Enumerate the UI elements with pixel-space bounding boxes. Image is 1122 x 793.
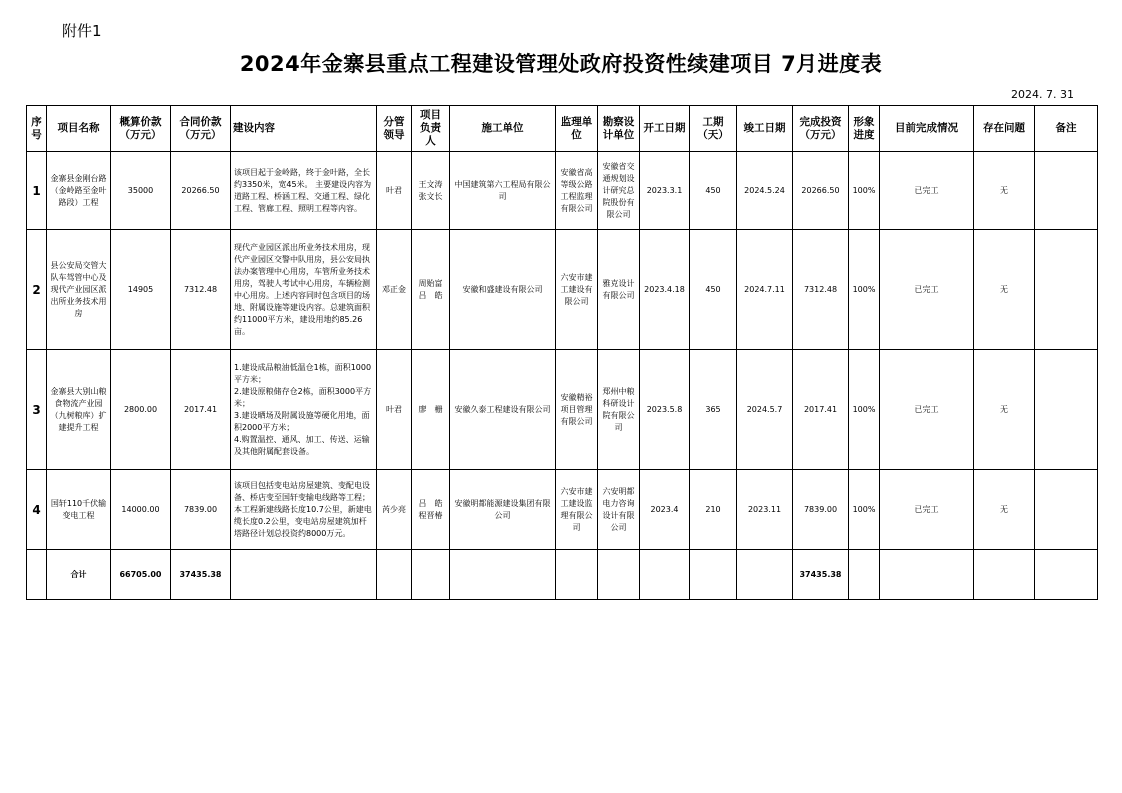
- cell-builder: 安徽明都能源建设集团有限公司: [450, 470, 556, 550]
- cell-issues: 无: [974, 350, 1035, 470]
- cell-name: 金寨县金刚台路（金岭路至金叶路段）工程: [47, 152, 111, 230]
- col-header-leader: 分管 领导: [377, 106, 412, 152]
- col-header-status: 目前完成情况: [880, 106, 974, 152]
- cell-supervisor: 六安市建工建设有限公司: [556, 230, 598, 350]
- col-header-finish: 竣工日期: [737, 106, 793, 152]
- table-row: [27, 152, 1098, 230]
- cell-status: 已完工: [880, 470, 974, 550]
- cell-days: 450: [690, 152, 737, 230]
- cell-days: 210: [690, 470, 737, 550]
- cell-no: 1: [27, 152, 47, 230]
- cell-name: 金寨县大别山粮食物流产业园（九树粮库）扩建提升工程: [47, 350, 111, 470]
- cell-start: 2023.4.18: [640, 230, 690, 350]
- cell-name: 国轩110千伏输变电工程: [47, 470, 111, 550]
- cell-contract: 7839.00: [171, 470, 231, 550]
- cell-no: 4: [27, 470, 47, 550]
- cell-invested: 2017.41: [793, 350, 849, 470]
- cell-supervisor: 六安市建工建设监理有限公司: [556, 470, 598, 550]
- cell-progress: [849, 550, 880, 600]
- cell-start: 2023.4: [640, 470, 690, 550]
- cell-name: 县公安局交管大队车驾管中心及现代产业园区派出所业务技术用房: [47, 230, 111, 350]
- col-header-name: 项目名称: [47, 106, 111, 152]
- cell-progress: 100%: [849, 230, 880, 350]
- cell-designer: 安徽省交通规划设计研究总院股份有限公司: [598, 152, 640, 230]
- cell-finish: 2023.11: [737, 470, 793, 550]
- cell-builder: 中国建筑第六工程局有限公司: [450, 152, 556, 230]
- table-row: [27, 350, 1098, 470]
- cell-manager: 吕 皓 程晋椿: [412, 470, 450, 550]
- cell-contract: 7312.48: [171, 230, 231, 350]
- cell-finish: [737, 550, 793, 600]
- cell-budget: 14000.00: [111, 470, 171, 550]
- report-date: 2024. 7. 31: [1011, 88, 1074, 101]
- cell-invested: 7839.00: [793, 470, 849, 550]
- cell-finish: 2024.7.11: [737, 230, 793, 350]
- cell-remark: [1035, 550, 1098, 600]
- cell-no: 2: [27, 230, 47, 350]
- cell-supervisor: 安徽省高等级公路工程监理有限公司: [556, 152, 598, 230]
- cell-content: 1.建设成品粮油低温仓1栋，面积1000平方米； 2.建设原粮储存仓2栋，面积3000平方米； 3.建设晒场及附属设施等硬化用地，面积2000平方米； 4.购置温控、通风、加工、传送、运输及其他附属配套设备。: [231, 350, 377, 470]
- cell-builder: [450, 550, 556, 600]
- cell-progress: 100%: [849, 152, 880, 230]
- col-header-manager: 项目 负责 人: [412, 106, 450, 152]
- table-row: [27, 470, 1098, 550]
- table-header-row: [27, 106, 1098, 152]
- total-budget: 66705.00: [111, 550, 171, 600]
- cell-contract: 2017.41: [171, 350, 231, 470]
- attachment-label: 附件1: [62, 22, 102, 40]
- col-header-no: 序 号: [27, 106, 47, 152]
- cell-start: 2023.3.1: [640, 152, 690, 230]
- total-contract: 37435.38: [171, 550, 231, 600]
- cell-issues: [974, 550, 1035, 600]
- cell-finish: 2024.5.24: [737, 152, 793, 230]
- cell-days: 450: [690, 230, 737, 350]
- total-row: [27, 550, 1098, 600]
- col-header-days: 工期 （天）: [690, 106, 737, 152]
- cell-leader: 芮少亮: [377, 470, 412, 550]
- cell-status: 已完工: [880, 152, 974, 230]
- cell-issues: 无: [974, 470, 1035, 550]
- cell-issues: 无: [974, 230, 1035, 350]
- col-header-contract: 合同价款 （万元）: [171, 106, 231, 152]
- document-title: 2024年金寨县重点工程建设管理处政府投资性续建项目 7月进度表: [239, 52, 883, 76]
- col-header-invested: 完成投资 （万元）: [793, 106, 849, 152]
- cell-no: 3: [27, 350, 47, 470]
- col-header-builder: 施工单位: [450, 106, 556, 152]
- cell-leader: 叶君: [377, 350, 412, 470]
- cell-manager: 王文涛 张文长: [412, 152, 450, 230]
- col-header-issues: 存在问题: [974, 106, 1035, 152]
- cell-invested: 20266.50: [793, 152, 849, 230]
- cell-leader: 叶君: [377, 152, 412, 230]
- col-header-supervisor: 监理单 位: [556, 106, 598, 152]
- cell-designer: [598, 550, 640, 600]
- table-row: [27, 230, 1098, 350]
- cell-issues: 无: [974, 152, 1035, 230]
- cell-manager: 周贻富 吕 皓: [412, 230, 450, 350]
- col-header-content: 建设内容: [231, 106, 377, 152]
- col-header-designer: 勘察设 计单位: [598, 106, 640, 152]
- cell-remark: [1035, 230, 1098, 350]
- progress-table: [26, 105, 1098, 600]
- cell-content: [231, 550, 377, 600]
- cell-supervisor: [556, 550, 598, 600]
- col-header-budget: 概算价款 （万元）: [111, 106, 171, 152]
- cell-leader: 邓正金: [377, 230, 412, 350]
- cell-invested: 7312.48: [793, 230, 849, 350]
- cell-builder: 安徽和盛建设有限公司: [450, 230, 556, 350]
- cell-remark: [1035, 470, 1098, 550]
- cell-manager: [412, 550, 450, 600]
- cell-progress: 100%: [849, 350, 880, 470]
- cell-manager: 廖 栅: [412, 350, 450, 470]
- cell-remark: [1035, 152, 1098, 230]
- cell-builder: 安徽久泰工程建设有限公司: [450, 350, 556, 470]
- col-header-start: 开工日期: [640, 106, 690, 152]
- col-header-progress: 形象 进度: [849, 106, 880, 152]
- cell-status: 已完工: [880, 230, 974, 350]
- cell-budget: 35000: [111, 152, 171, 230]
- total-invested: 37435.38: [793, 550, 849, 600]
- cell-finish: 2024.5.7: [737, 350, 793, 470]
- cell-designer: 雅克设计有限公司: [598, 230, 640, 350]
- cell-days: [690, 550, 737, 600]
- col-header-remark: 备注: [1035, 106, 1098, 152]
- cell-budget: 14905: [111, 230, 171, 350]
- cell-start: 2023.5.8: [640, 350, 690, 470]
- cell-content: 该项目包括变电站房屋建筑、变配电设备、桥店变至国轩变输电线路等工程；本工程新建线路长度10.7公里，新建电缆长度0.2公里，变电站房屋建筑加杆塔路径计划总投资约8000万元。: [231, 470, 377, 550]
- cell-contract: 20266.50: [171, 152, 231, 230]
- cell-designer: 六安明都电力咨询设计有限公司: [598, 470, 640, 550]
- cell-content: 该项目起于金岭路，终于金叶路，全长约3350米，宽45米。 主要建设内容为道路工程、桥涵工程、交通工程、绿化工程、管廊工程、照明工程等内容。: [231, 152, 377, 230]
- cell-no: [27, 550, 47, 600]
- cell-content: 现代产业园区派出所业务技术用房，现代产业园区交警中队用房，县公安局执法办案管理中心用房，车管所业务技术用房，驾驶人考试中心用房，车辆检测中心用房。上述内容同时包含项目的场地、附属设施等建设内容。总建筑面积约11000平方米，建设用地约85.26亩。: [231, 230, 377, 350]
- total-label: 合计: [47, 550, 111, 600]
- cell-status: [880, 550, 974, 600]
- cell-days: 365: [690, 350, 737, 470]
- cell-status: 已完工: [880, 350, 974, 470]
- cell-start: [640, 550, 690, 600]
- cell-leader: [377, 550, 412, 600]
- cell-supervisor: 安徽精裕项目管理有限公司: [556, 350, 598, 470]
- cell-remark: [1035, 350, 1098, 470]
- cell-progress: 100%: [849, 470, 880, 550]
- cell-designer: 郑州中粮科研设计院有限公司: [598, 350, 640, 470]
- cell-budget: 2800.00: [111, 350, 171, 470]
